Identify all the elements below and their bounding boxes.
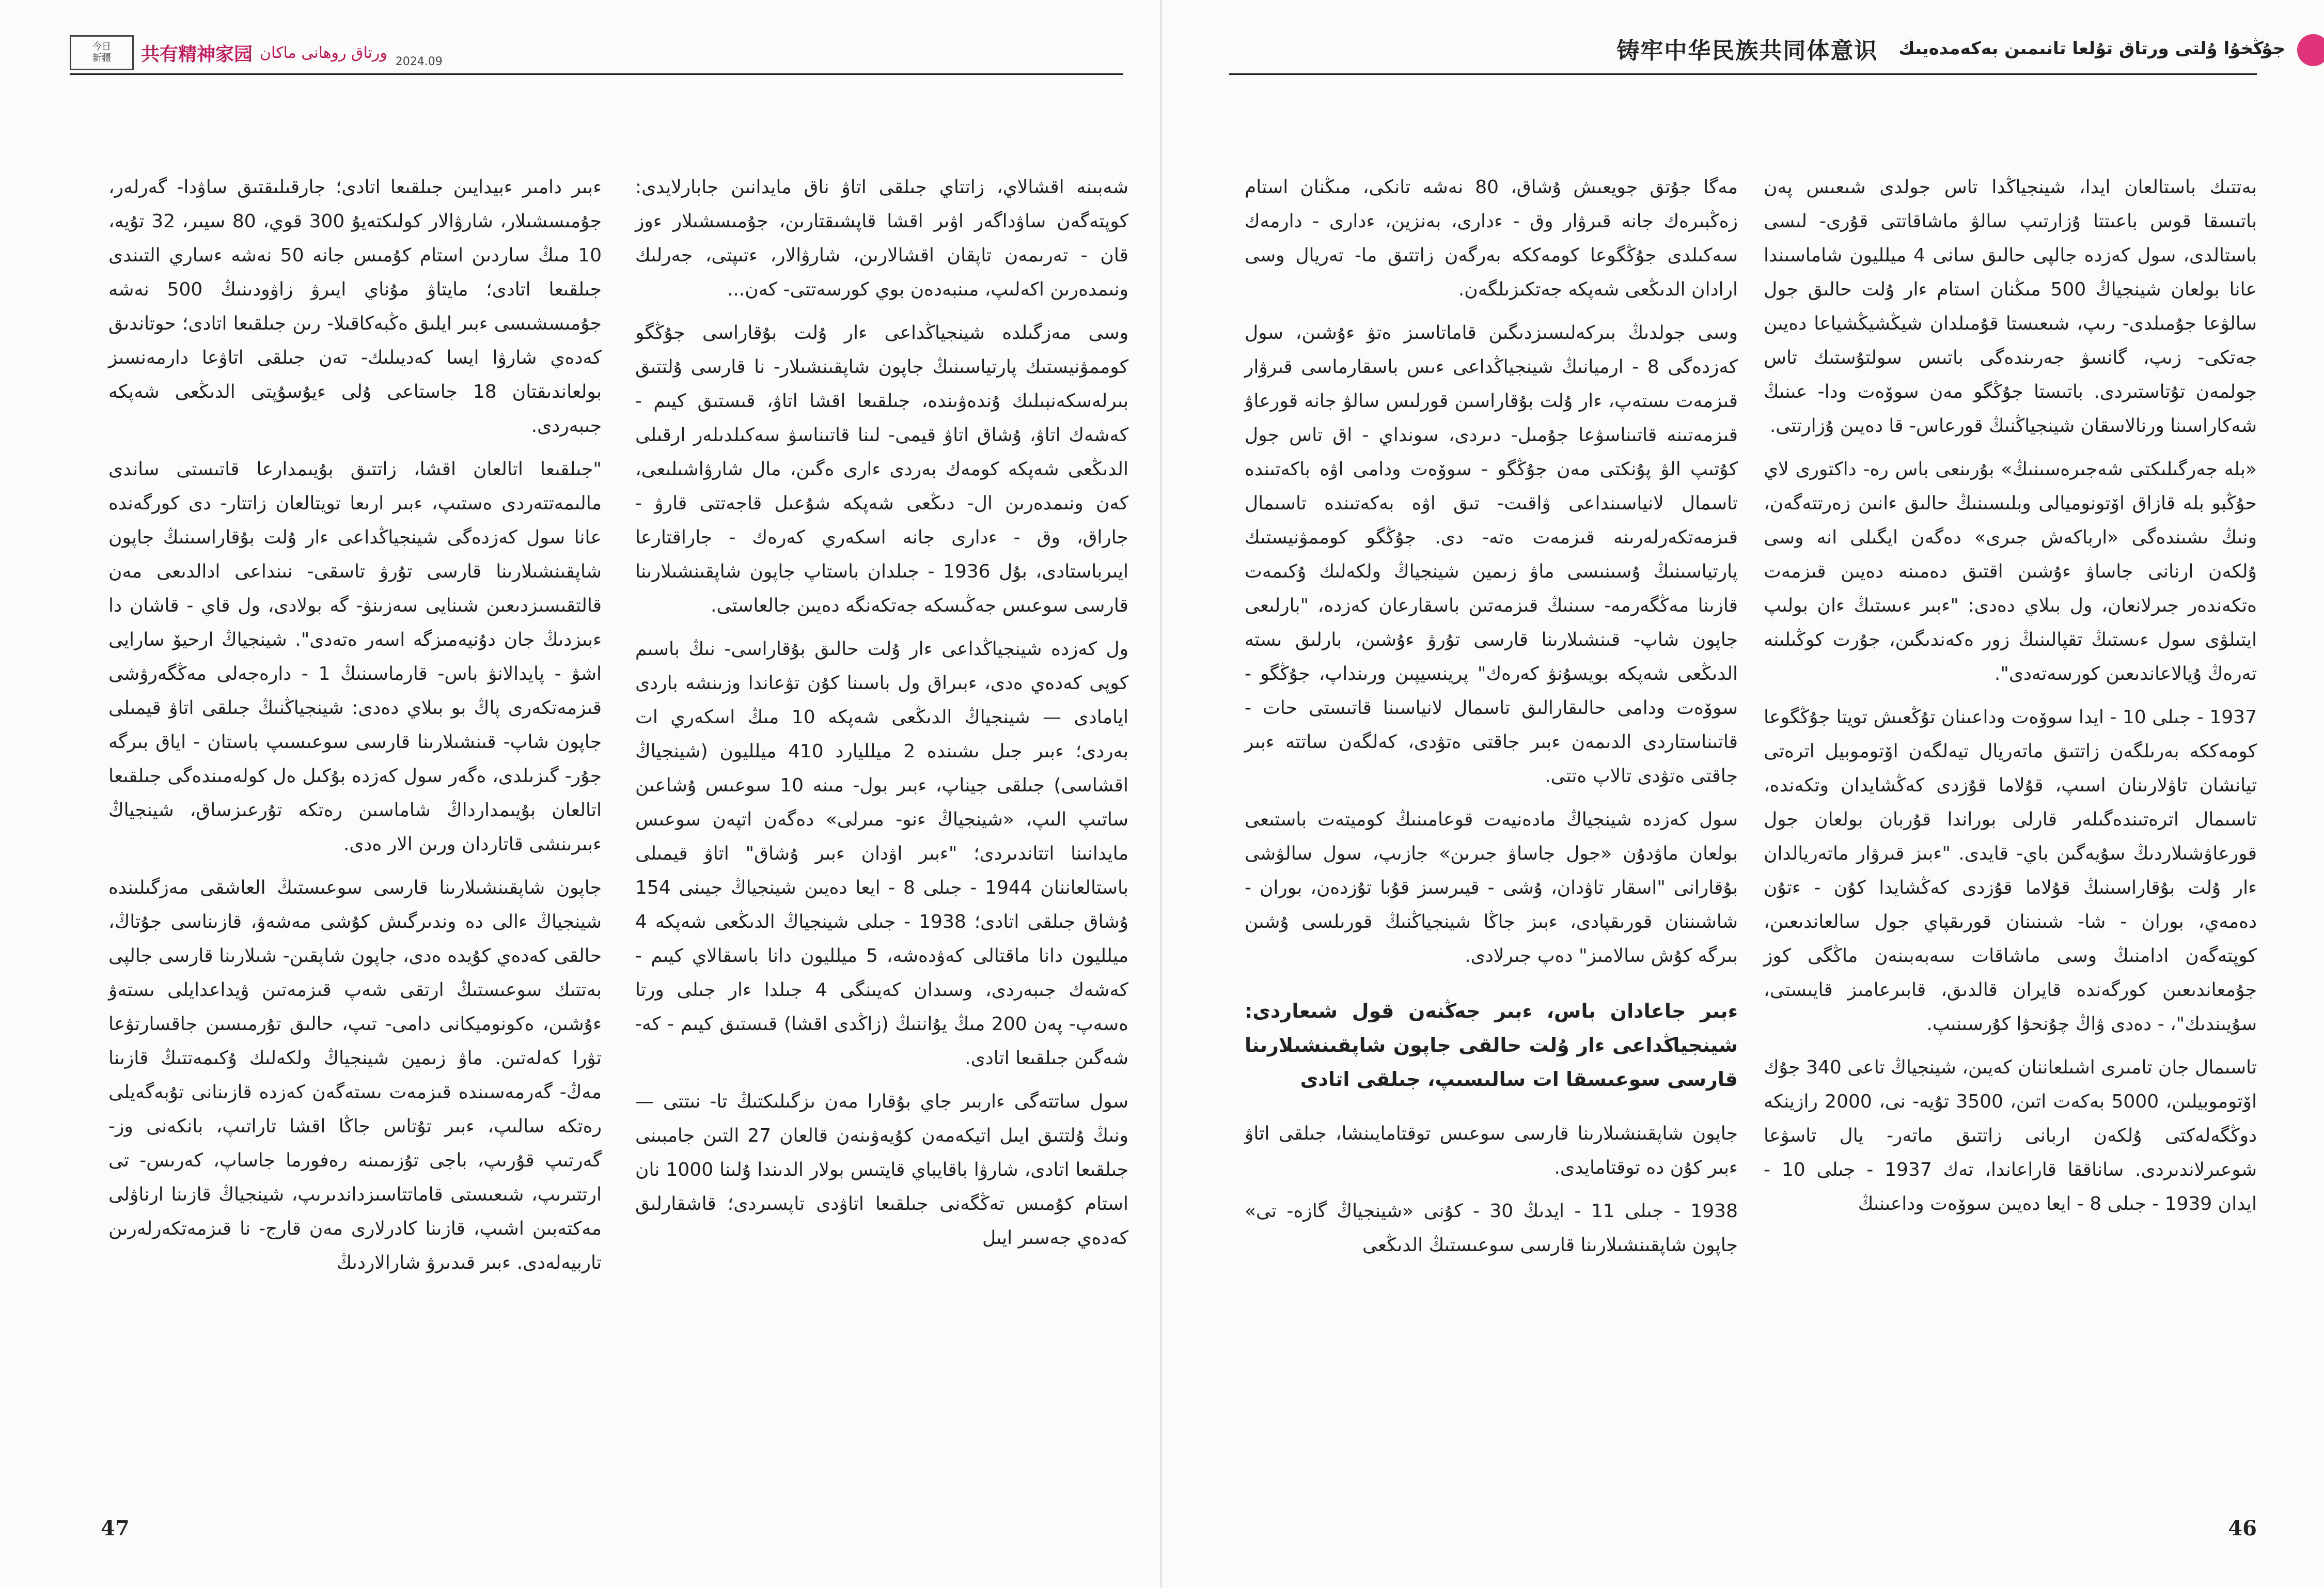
paragraph: «بلە جەرگىلىكتى شەجىرەسىنىڭ» بۇرىنعى باس رە- داكتورى لاي حۇڭبو بلە قازاق اۆتونوميالى وبلىسىنىڭ حالىق ءانىن زەرتتەگەن، ونىڭ ىشىندەگى «ارباكەش جىرى» دەگەن ايگىلى انە وسى ۇلكەن ارنانى جاساۋ ءۇشىن اقتىق دەمىنە دەيىن قىزمەت ەتكەندەر جىرلانعان، ول بىلاي دەدى: "ءبىر ءىستىڭ ءان بولىپ ايتىلۋى سول ءىستىڭ تقپالىنىڭ زور ەكەندىگىن، جۇرت كوڭىلىنە تەرەڭ ۇيالاعاندىعىن كورسەتەدى". <box>1764 459 2257 684</box>
paragraph: تاسىمال جان تامىرى اشىلعاننان كەيىن، شينجياڭ تاعى 340 جۇك اۆتوموبيلىن، 5000 بەكەت اتىن، 3500 تۇيە- نى، 2000 رازينكە دوڭگەلەكتى ۇلكەن اربانى زاتتىق ماتەر- يال تاسۋعا شوعىرلاندىردى. ساناققا قاراعاندا، تەك 1937 - جىلى 10 - ايدان 1939 - جىلى 8 - ايعا دەيىن سوۆەت وداعىنىڭ <box>1764 1057 2257 1215</box>
page-number: 46 <box>2228 1516 2257 1540</box>
paragraph: "جىلقىعا اتالعان اقشا، زاتتىق بۇيىمدارعا قاتىستى ساندى مالىمەتتەردى ەستىپ، ءبىر ارىعا تويتالعان زاتتار- دى كورگەندە عانا سول كەزدەگى شينجياڭداعى ءار ۇلت بۇقاراسىنىڭ جاپون شاپقىنشىلارىنا قارسى تۇرۋ تاسقى- نىنداعى ادالدىعى مەن قالتقىسىزدىعىن شىنايى سەزىنۋ- گە بولادى، ول قاي - قاشان دا ءبىزدىڭ جان دۇنيەمىزگە اسەر ەتەدى". شينجياڭ ارحيۆ سارايى اشۋ - پايدالانۋ باس- قارماسىنىڭ 1 - دارەجەلى مەڭگەرۋشى قىزمەتكەرى پاڭ بو بىلاي دەدى: شينجياڭنىڭ جىلقى اتاۋ قيمىلى جاپون شاپ- قىنشىلارىنا قارسى سوعىسىپ باستان - اياق بىرگە جۇر- گىزىلدى، ەگەر سول كەزدە بۇكىل ەل كولەمىندەگى جىلقىعا اتالعان بۇيىمدارداڭ شاماسىن رەتكە تۇرعىزساق، شينجياڭ ءبىرىنشى قاتاردان ورىن الار ەدى. <box>108 459 602 855</box>
article-column <box>635 170 1128 1265</box>
section-tab-marker <box>2297 34 2324 66</box>
paragraph: جاپون شاپقىنشىلارىنا قارسى سوعىس توقتامايىنشا، جىلقى اتاۋ ءبىر كۇن دە توقتامايدى. <box>1245 1123 1738 1178</box>
magazine-logo-line2: 新疆 <box>92 53 111 64</box>
issue-date: 2024.09 <box>395 55 443 68</box>
paragraph: سول ساتتەگى ءاربىر جاي بۇقارا مەن ىزگىلىكتىڭ تا- نىتتى — ونىڭ ۇلتتىق ايىل اتيكەمەن كۇيەۋىنەن قالعان 27 التىن جامبىنى جىلقىعا اتادى، شارۋا باقايباي قايتىس بولار الدىندا ۇلىنا 1000 نان استام كۇمىس تەڭگەنى جىلقىعا اتاۋدى تاپسىردى؛ قاشقارلىق كەدەي جەسىر ايىل <box>635 1091 1128 1249</box>
paragraph: وسى مەزگىلدە شينجياڭداعى ءار ۇلت بۇقاراسى جۇڭگو كوممۋنيستىك پارتياسىنىڭ جاپون شاپقىنشىلار- نا قارسى ۇلتتىق بىرلەسكەنبىلىك ۇندەۋىندە، جىلقىعا اقشا اتاۋ، قىستىق كيىم - كەشەك اتاۋ، ۇشاق اتاۋ قيمى- لىنا قاتىناسۋ سەكىلدىلەر ارقىلى الدىڭعى شەپكە كومەك بەردى ءارى ەگىن، مال شارۋاشىلىعى، كەن ونىمدەرىن ال- دىڭعى شەپكە شۇعىل قاجەتتى قارۋ - جاراق، وق - ءدارى جانە اسكەري كەرەك - جاراقتارعا ايىرباستادى، بۇل 1936 - جىلدان باستاپ جاپون شاپقىنشىلارىنا قارسى سوعىس جەڭىسكە جەتكەنگە دەيىن جالعاستى. <box>635 322 1128 616</box>
paragraph: سول كەزدە شينجياڭ مادەنيەت قوعامىنىڭ كوميتەت باستىعى بولعان ماۋدۇن «جول جاساۋ جىرىن» جازىپ، سول سالۋشى بۇقارانى "اسقار تاۋدان، ۇشى - قيىرسىز قۇبا تۇزدەن، بوران - شاشىننان قورىقپادى، ءبىز جاڭا شينجياڭنىڭ قورىلسى ۇشىن بىرگە كۇش سالامىز" دەپ جىرلادى. <box>1245 809 1738 967</box>
article-column <box>108 170 602 1289</box>
page-number: 47 <box>101 1516 130 1540</box>
paragraph: مەگا جۇتق جويعىش ۇشاق، 80 نەشە تانكى، مىڭنان استام زەڭبىرەك جانە قىرۋار وق - ءدارى، بەنزين، ءدارى - دارمەك سەكىلدى جۇڭگوعا كومەككە بەرگەن زاتتىق ما- تەريال وسى ارادان الدىڭعى شەپكە جەتكىزىلگەن. <box>1245 177 1738 300</box>
section-subheading: ءبىر جاعادان باس، ءبىر جەڭنەن قول شىعاردى: شينجياڭداعى ءار ۇلت حالقى جاپون شاپقىنشىلارىنا قارسى سوعىسقا ات سالىسىپ، جىلقى اتادى <box>1245 1000 1738 1091</box>
paragraph: بەتتىك باستالعان ايدا، شينجياڭدا تاس جولدى شىعىس پەن باتىسقا قوس باعىتتا ۇزارتىپ سالۋ ماشاقاتتى قۇرى- لىسى باستالدى، سول كەزدە جالپى حالىق سانى 4 ميلليون شاماسىندا عانا بولعان شينجياڭ 500 مىڭنان استام ءار ۇلت حالىق جول سالۋعا جۇمىلدى- رىپ، شىعىستا قۇمىلدان شيڭشيڭشياعا دەيىن جەتكى- زىپ، گانسۋ جەرىندەگى باتىس سولتۇستىك تاس جولمەن تۇتاستىردى. باتىستا جۇڭگو مەن سوۆەت ودا- عىنىڭ شەكاراسىنا ورنالاسقان شينجياڭنىڭ قورعاس- قا دەيىن ۇزارتتى. <box>1764 177 2257 437</box>
paragraph: ءبىر دامىر ءبيدايىن جىلقىعا اتادى؛ جارقىلىقتىق ساۋدا- گەرلەر، جۇمىسشىلار، شارۋالار كولىكتەيۇ 300 قوي، 80 سيىر، 32 تۇيە، 10 مىڭ ساردىن استام كۇمىس جانە 50 نەشە ءساري التىندى جىلقىعا اتادى؛ مايتاۋ مۇناي ايىرۋ زاۋودىنىڭ 500 نەشە جۇمىسشىسى ءبىر ايلىق ەڭبەكاقىلا- رىن جىلقىعا اتادى؛ حوتاندىق كەدەي شارۋا ايسا كەديىلىك- تەن جىلقى اتاۋعا دارمەنسىز بولعاندىقتان 18 جاستاعى ۇلى ءيۇسۇپتى الدىڭعى شەپكە جىبەردى. <box>108 177 602 437</box>
left-page-header <box>70 36 443 69</box>
paragraph: 1937 - جىلى 10 - ايدا سوۆەت وداعىنان تۇڭعىش تويتا جۇڭگوعا كومەككە بەرىلگەن زاتتىق ماتەريال تيەلگەن اۆتوموبيل اترەتى تيانشان تاۋلارىنان اسىپ، قۇلاما قۇزدى كەڭشايدان وتكەندە، تاسىمال اترەتىندەگىلەر قارلى بوراندا قۇربان بولعان جول قورعاۋشىلاردىڭ سۇيەگىن باي- قايدى. "ءبىز قىرۋار ماتەريالدان ءار ۇلت بۇقاراسىنىڭ قۇلاما قۇزدى كەڭشايدا كۇن - ءتۇن دەمەي، بوران - شا- شىنىنان قورىقپاي جول سالعاندىعىن، كوپتەگەن ادامنىڭ وسى ماشاقات سەبەبىنەن ماڭگى كوز جۇمعاندىعىن كورگەندە قايران قالدىق، قابىرعامىز قايىستى، سۇيىندىك"، - دەدى ۋاڭ چۇنحۋا كۇرسىنىپ. <box>1764 707 2257 1035</box>
article-column <box>1245 170 1738 1272</box>
magazine-logo-line1: 今日 <box>92 41 111 53</box>
section-title-cn: 共有精神家园 <box>141 43 253 65</box>
article-column <box>1764 170 2257 1231</box>
paragraph: جاپون شاپقىنشىلارىنا قارسى سوعىستىڭ العاشقى مەزگىلىندە شينجياڭ ءالى دە وندىرگىش كۇشى مەشەۋ، قازىناسى جۇتاڭ، حالقى كەدەي كۇيدە ەدى، جاپون شاپقىن- شىلارىنا قارسى جالپى بەتتىك سوعىستىڭ ارتقى شەپ قىزمەتىن ۋيداعدايلى ىستەۋ ءۇشىن، ەكونوميكانى دامى- تىپ، حالىق تۇرمىسىن جاقسارتۋعا تۋرا كەلەتىن. ماۋ زىمين شينجياڭ ولكەلىك ۇكىمەتتىڭ قازىنا مەڭ- گەرمەسىندە قىزمەت ىستەگەن كەزدە قازىنانى تۇبەگەيلى رەتكە سالىپ، ءبىر تۇتاس جاڭا اقشا تاراتىپ، بانكەنى وز- گەرتىپ قۇرىپ، باجى تۇزىمىنە رەفورما جاساپ، كەرىس- تى ارتتىرىپ، شىعىستى قاماتتاسىزداندىرىپ، شينجياڭ قازىنا ارناۋلى مەكتەبىن اشىپ، قازىنا كادرلارى مەن قارج- نا قىزمەتكەرلەرىن تاربيەلەدى. ءبىر قىدىرۋ شارالاردىڭ <box>108 877 602 1273</box>
right-page-header <box>1616 32 2285 65</box>
right-page <box>1162 0 2324 1588</box>
section-title-ug: ورتاق روھانى ماكان <box>260 43 387 62</box>
running-title-ug: جۇڭخۇا ۇلتى ورتاق تۇلعا تانىمىن بەكەمدەيىك <box>1898 38 2285 59</box>
running-title-cn: 铸牢中华民族共同体意识 <box>1616 38 1878 64</box>
header-rule <box>70 73 1123 75</box>
paragraph: شەبىنە اقشالاي، زاتتاي جىلقى اتاۋ ناق مايدانىن جابارلايدى: كوپتەگەن ساۋداگەر اۋىر اقشا قاپشىقتارىن، جۇمىسشىلار ءوز قان - تەرىمەن تاپقان اقشالارىن، شارۋالار، ءتىپتى، جەرلىك ونىمدەرىن اكەلىپ، مىنبەدەن بوي كورسەتتى- كەن... <box>635 177 1128 300</box>
header-rule <box>1229 73 2257 75</box>
paragraph: وسى جولدىڭ بىركەلىسىزدىگىن قاماتاسىز ەتۋ ءۇشىن، سول كەزدەگى 8 - ارميانىڭ شينجياڭداعى ءىس باسقارماسى قىرۋار قىزمەت ىستەپ، ءار ۇلت بۇقاراسىن قورلىس سالۋ جانە قورعاۋ قىزمەتىنە قاتىناسۋعا جۇمىل- دىردى، سونداي - اق تاس جول كۇتىپ الۋ پۇنكتى مەن جۇڭگو - سوۆەت ودامى اۋە باكەتىندە تاسمال لانياسىنداعى ۋاقىت- تىق اۋە بەكەتىندە تاسىمال قىزمەتكەرلەرىنە قىزمەت ەتە- دى. جۇڭگو كوممۋنيستىك پارتياسىنىڭ ۇسىنىسى ماۋ زىمين شينجياڭ ولكەلىك ۇكىمەت قازىنا مەڭگەرمە- سىنىڭ قىزمەتىن باسقارعان كەزدە، "بارلىعى جاپون شاپ- قىنشىلارىنا قارسى تۇرۋ ءۇشىن، بارلىق ىستە الدىڭعى شەپكە بويسۇنۋ كەرەك" پرينسيپىن ورىنداپ، جۇڭگو - سوۆەت ودامى حالىقارالىق تاسمال لانياسىنا قاتىستى حات - قاتىناستاردى الدىمەن ءبىر جاقتى ەتۋدى، كەلگەن ساتتە ءبىر جاقتى ەتۋدى تالاپ ەتتى. <box>1245 322 1738 787</box>
paragraph: ول كەزدە شينجياڭداعى ءار ۇلت حالىق بۇقاراسى- نىڭ باسىم كوپى كەدەي ەدى، ءبىراق ول باسىنا كۇن تۋعاندا وزىنشە باردى ايامادى — شينجياڭ الدىڭعى شەپكە 10 مىڭ اسكەري ات بەردى؛ ءبىر جىل ىشىندە 2 ميلليارد 410 ميلليون (شينجياڭ اقشاسى) جىلقى جيناپ، ءبىر بول- مىنە 10 سوعىس ۇشاعىن ساتىپ الىپ، «شينجياڭ ءنو- مىرلى» دەگەن اتپەن سوعىس مايدانىنا اتتاندىردى؛ "ءبىر اۋدان ءبىر ۇشاق" اتاۋ قيمىلى باستالعاننان 1944 - جىلى 8 - ايعا دەيىن شينجياڭ جيىنى 154 ۇشاق جىلقى اتادى؛ 1938 - جىلى شينجياڭ الدىڭعى شەپكە 4 ميلليون دانا ماقتالى كەۋدەشە، 5 ميلليون دانا باسقالاي كيىم - كەشەك جىبەردى، وسىدان كەيىنگى 4 جىلدا ءار جىلى ورتا ەسەپ- پەن 200 مىڭ يۇاننىڭ (زاڭدى اقشا) قىستىق كيىم - كە- شەگىن جىلقىعا اتادى. <box>635 639 1128 1069</box>
magazine-logo <box>70 35 134 70</box>
paragraph: 1938 - جىلى 11 - ايدىڭ 30 - كۇنى «شينجياڭ گازە- تى» جاپون شاپقىنشىلارىنا قارسى سوعىستىڭ الدىڭعى <box>1245 1201 1738 1256</box>
